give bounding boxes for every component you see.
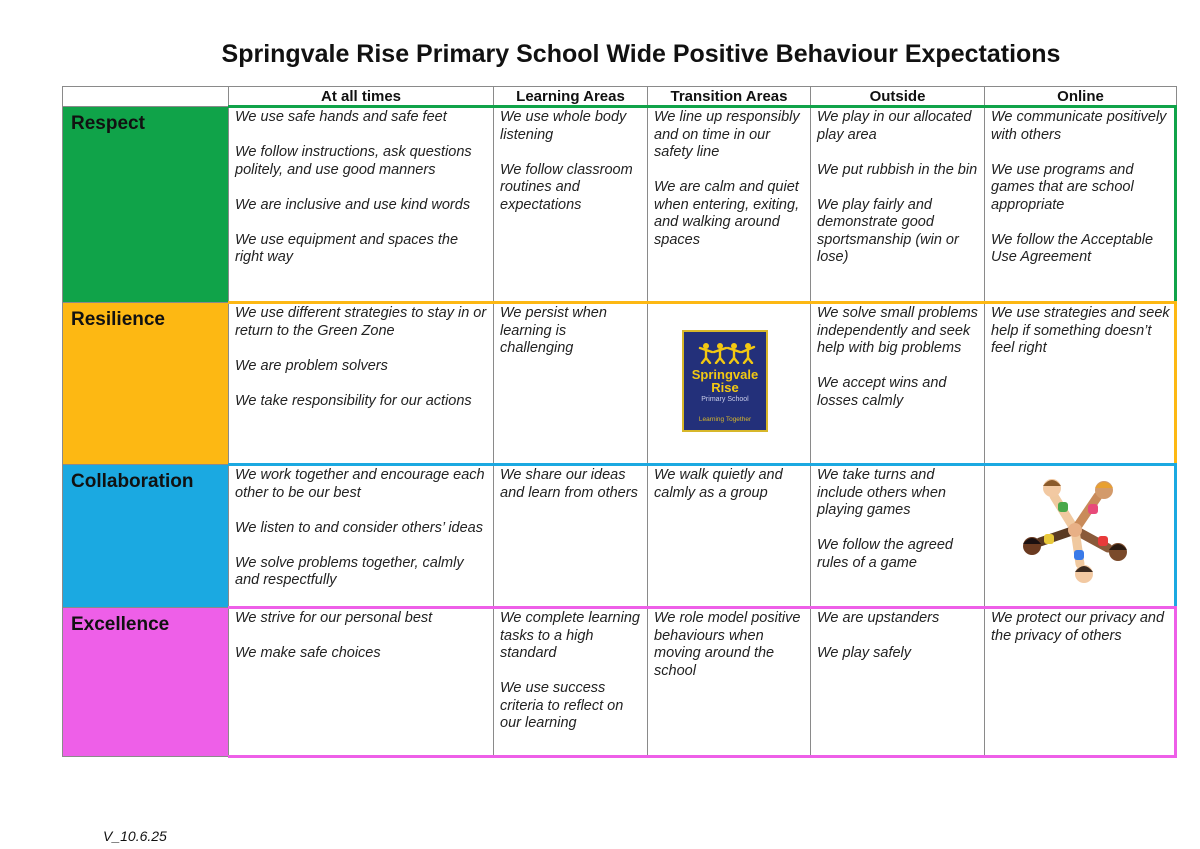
expectation-text: We play safely	[817, 645, 912, 661]
version-label: V_10.6.25	[103, 828, 167, 844]
logo-figures-icon	[698, 342, 756, 364]
expectation-text: We complete learning tasks to a high standard	[500, 610, 640, 661]
column-header: Transition Areas	[647, 86, 811, 107]
expectation-cell	[228, 464, 494, 608]
expectation-text: We walk quietly and calmly as a group	[654, 467, 783, 501]
logo-subtitle: Primary School	[701, 396, 749, 403]
logo-motto: Learning Together	[698, 416, 752, 423]
value-label-resilience: Resilience	[62, 302, 229, 465]
expectation-cell	[647, 607, 811, 757]
expectation-text: We protect our privacy and the privacy of others	[991, 610, 1165, 644]
expectation-text: We accept wins and losses calmly	[817, 375, 947, 409]
expectation-text: We persist when learning is challenging	[500, 305, 607, 356]
expectation-text: We take turns and include others when playing games	[817, 467, 946, 518]
logo-name-line2: Rise	[711, 380, 739, 395]
value-label-excellence: Excellence	[62, 607, 229, 757]
expectation-text: We role model positive behaviours when moving around the school	[654, 610, 801, 679]
expectation-cell	[984, 106, 1177, 303]
expectation-cell	[810, 464, 985, 608]
expectation-cell	[493, 302, 648, 465]
expectation-cell	[647, 106, 811, 303]
expectation-text: We follow instructions, ask questions politely, and use good manners	[235, 144, 472, 178]
expectation-text: We communicate positively with others	[991, 109, 1167, 143]
value-label-respect: Respect	[62, 106, 229, 303]
expectation-text: We listen to and consider others’ ideas	[235, 519, 483, 536]
expectation-text: We use programs and games that are school appropriate	[991, 161, 1134, 213]
expectation-cell	[810, 607, 985, 757]
expectation-text: We follow the Acceptable Use Agreement	[991, 231, 1154, 265]
column-header: Learning Areas	[493, 86, 648, 107]
expectation-text: We put rubbish in the bin	[817, 161, 978, 178]
expectation-text: We are inclusive and use kind words	[235, 196, 471, 213]
expectation-cell	[228, 106, 494, 303]
expectation-text: We use different strategies to stay in or return to the Green Zone	[235, 305, 487, 339]
expectation-text: We line up responsibly and on time in our safety line	[654, 109, 800, 160]
expectation-text: We use success criteria to reflect on our learning	[500, 680, 624, 731]
page-title: Springvale Rise Primary School Wide Positive Behaviour Expectations	[221, 40, 1061, 68]
expectation-text: We use equipment and spaces the right way	[235, 231, 459, 265]
expectation-cell	[493, 106, 648, 303]
expectation-text: We work together and encourage each other to be our best	[235, 467, 485, 501]
expectations-table	[62, 86, 1176, 756]
expectation-cell	[493, 464, 648, 608]
expectation-text: We share our ideas and learn from others	[500, 467, 638, 501]
expectation-text: We play fairly and demonstrate good sportsmanship (win or lose)	[817, 196, 959, 265]
expectation-text: We strive for our personal best	[235, 610, 433, 626]
expectation-text: We take responsibility for our actions	[235, 392, 472, 409]
expectation-cell	[647, 464, 811, 608]
expectation-cell	[984, 302, 1177, 465]
expectation-cell	[493, 607, 648, 757]
value-label-collaboration: Collaboration	[62, 464, 229, 608]
column-header: At all times	[228, 86, 494, 107]
expectation-cell	[228, 607, 494, 757]
logo-name-line1: Springvale	[691, 367, 759, 382]
expectation-text: We make safe choices	[235, 645, 381, 661]
expectation-text: We solve problems together, calmly and respectfully	[235, 554, 464, 588]
expectation-text: We use strategies and seek help if something doesn’t feel right	[991, 305, 1170, 356]
expectation-text: We solve small problems independently and seek help with big problems	[817, 305, 978, 356]
children-circle-icon	[1018, 474, 1132, 586]
column-header: Online	[984, 86, 1177, 107]
column-header: Outside	[810, 86, 985, 107]
header-corner	[62, 86, 229, 107]
expectation-text: We follow classroom routines and expectations	[500, 161, 633, 213]
expectation-cell	[228, 302, 494, 465]
expectation-text: We use whole body listening	[500, 109, 627, 143]
expectation-text: We are upstanders	[817, 610, 940, 626]
expectation-cell	[984, 607, 1177, 757]
school-logo	[682, 330, 768, 432]
expectation-text: We follow the agreed rules of a game	[817, 537, 953, 571]
expectation-text: We are calm and quiet when entering, exiting, and walking around spaces	[654, 179, 800, 248]
expectation-text: We use safe hands and safe feet	[235, 109, 447, 125]
expectation-text: We are problem solvers	[235, 357, 388, 374]
expectation-text: We play in our allocated play area	[817, 109, 972, 143]
expectation-cell	[810, 106, 985, 303]
expectation-cell	[810, 302, 985, 465]
